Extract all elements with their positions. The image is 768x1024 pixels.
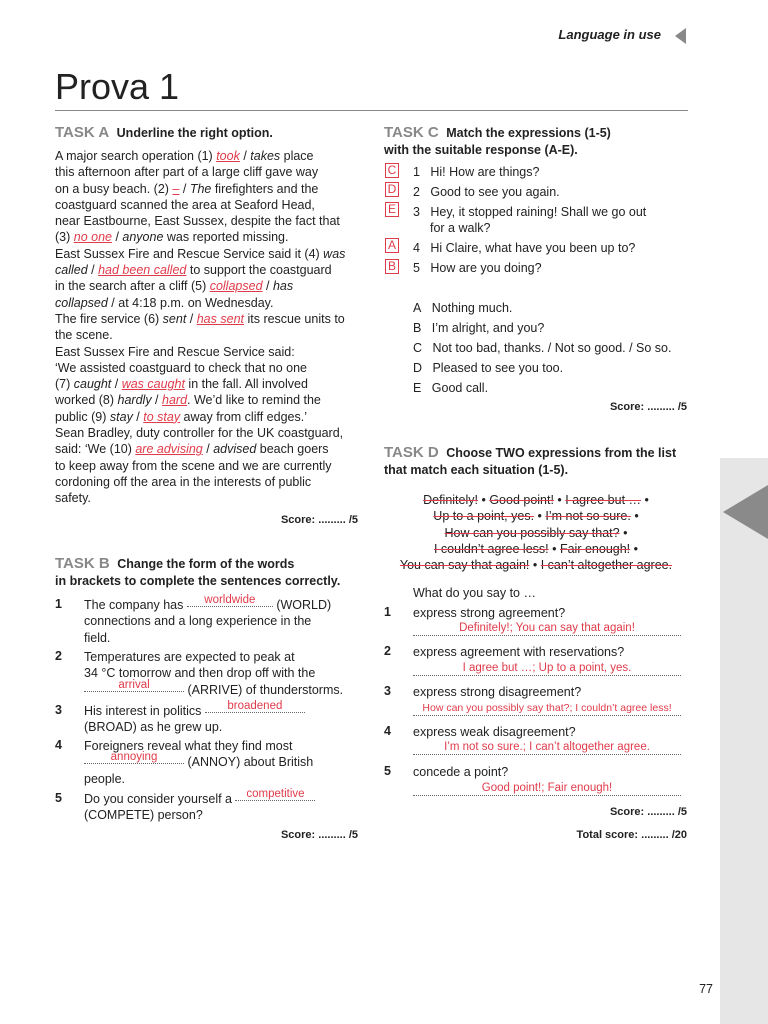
expression-item: Up to a point, yes. [433,509,535,524]
page-number: 77 [699,982,713,996]
passage-text: (7) [55,377,74,392]
expression-item: Definitely! [423,493,478,507]
passage-text: / [262,279,273,294]
task-c-instruction-2: with the suitable response (A-E). [384,143,578,157]
passage-text: / [87,263,99,278]
passage-text: / [202,442,214,457]
task-b-item-3 [84,700,305,736]
answer-blank[interactable]: annoying [84,751,184,764]
side-triangle-icon [723,485,768,539]
option[interactable]: sent [162,311,187,326]
task-c-item [413,164,539,180]
item-text: (ANNOY) about British [184,755,314,770]
item-text: (ARRIVE) of thunderstorms. [184,682,344,697]
response-text: Pleased to see you too. [432,361,564,375]
task-a-score: Score: ......... /5 [280,514,358,526]
match-box[interactable]: B [385,259,399,274]
task-b-number: 2 [55,649,62,663]
match-box[interactable]: E [385,202,399,217]
side-panel [720,458,768,1024]
bullet-separator: • [619,525,628,540]
passage-line [55,148,370,164]
expression-row [384,541,688,557]
passage-line [55,311,370,327]
item-text: for a walk? [430,221,491,236]
answer-line[interactable]: Good point!; Fair enough! [413,782,681,796]
passage-text: public (9) [55,409,110,424]
response-letter: E [413,381,422,395]
option[interactable]: The [189,181,212,196]
task-d-instruction-2: that match each situation (1-5). [384,463,569,477]
title-divider [55,110,688,111]
answer-line[interactable]: I agree but …; Up to a point, yes. [413,662,681,676]
passage-text: worked (8) [55,393,118,408]
passage-text: The fire service (6) [55,311,163,326]
task-d-number: 2 [384,644,391,658]
selected-option[interactable]: was caught [121,377,185,392]
task-c-heading [384,124,611,159]
task-d-number: 1 [384,605,391,619]
task-c-response [413,380,488,396]
option[interactable]: takes [250,149,281,163]
passage-line [55,197,370,213]
passage-line [55,327,370,343]
passage-text: East Sussex Fire and Rescue Service said it (4) [55,246,324,261]
selected-option[interactable]: – [172,181,180,196]
item-text: connections and a long experience in the [84,614,312,629]
selected-option[interactable]: are advising [135,442,203,457]
task-d-question: concede a point? [413,765,509,779]
expression-item: I can’t altogether agree. [540,558,673,573]
item-text: (COMPETE) person? [84,808,203,823]
passage-text: coastguard scanned the area at Seaford Head, [55,197,315,212]
passage-text: A major search operation (1) [55,149,217,163]
task-c-score: Score: ......... /5 [609,401,687,413]
option[interactable]: called [55,263,88,278]
response-text: Not too bad, thanks. / Not so good. / So so. [432,341,672,355]
expression-row [384,557,688,573]
passage-text: (3) [55,230,74,245]
passage-line [55,490,370,506]
total-score: Total score: ......... /20 [576,829,687,841]
bullet-separator: • [641,493,649,507]
selected-option[interactable]: took [216,149,240,163]
item-text: 34 °C tomorrow and then drop off with the [84,666,316,681]
item-number: 4 [413,241,420,255]
response-text: Good call. [431,381,489,395]
answer-line[interactable]: Definitely!; You can say that again! [413,622,681,636]
task-c-response [413,360,563,376]
match-box[interactable]: A [385,238,399,253]
item-number: 1 [413,165,420,179]
task-d-prompt: What do you say to … [413,586,536,600]
match-box[interactable]: C [385,163,399,178]
task-d-instruction-1: Choose TWO expressions from the list [446,446,677,460]
task-a-heading [55,124,273,142]
passage-text: beach goers [256,442,329,457]
passage-line [55,295,370,311]
response-letter: B [413,321,422,335]
answer-line[interactable]: I’m not so sure.; I can’t altogether agree. [413,741,681,755]
option[interactable]: collapsed [55,295,108,310]
passage-line [55,458,370,474]
item-text: (BROAD) as he grew up. [84,720,223,735]
item-text: Good to see you again. [430,185,560,199]
selected-option[interactable]: to stay [143,409,181,424]
task-d-question: express agreement with reservations? [413,645,625,659]
item-text: people. [84,771,126,786]
passage-line [55,360,370,376]
passage-line [55,278,370,294]
task-d-score: Score: ......... /5 [609,806,687,818]
passage-text: Sean Bradley, duty controller for the UK coastguard, [55,426,344,441]
passage-text: in the search after a cliff (5) [55,279,210,294]
selected-option[interactable]: collapsed [209,279,263,294]
task-c-item [413,184,560,200]
task-c-response [413,340,672,356]
item-number: 5 [413,261,420,275]
item-text: Do you consider yourself a [84,792,236,806]
passage-text: / [111,377,122,392]
passage-text: / at 4:18 p.m. on Wednesday. [107,295,274,310]
answer-blank[interactable]: broadened [205,700,305,713]
expression-item: Fair enough! [559,541,631,556]
item-text: Hi Claire, what have you been up to? [430,241,636,255]
passage-text: / [239,149,251,163]
item-text: The company has [84,598,187,612]
response-letter: A [413,301,422,315]
passage-text: this afternoon after part of a large cliff gave way [55,165,319,180]
bullet-separator: • [553,493,566,507]
match-box[interactable]: D [385,182,399,197]
task-a-instruction: Underline the right option. [116,126,273,140]
passage-line [55,392,370,408]
task-c-response [413,320,544,336]
expression-item: Good point! [489,493,554,507]
answer-blank[interactable]: arrival [84,679,184,692]
passage-line [55,213,370,229]
task-b-score: Score: ......... /5 [280,829,358,841]
passage-text: to support the coastguard [186,263,332,278]
task-b-number: 5 [55,791,62,805]
task-b-label: TASK B [55,555,110,572]
option[interactable]: stay [109,409,133,424]
task-c-item [413,240,635,256]
expression-row [384,525,688,541]
passage-text: . We’d like to remind the [187,393,321,408]
item-number: 3 [413,205,420,219]
passage-text: / [132,409,144,424]
selected-option[interactable]: no one [73,230,112,245]
passage-text: away from cliff edges.’ [180,409,307,424]
passage-text: cordoning off the area in the interests of public [55,474,312,489]
item-number: 2 [413,185,420,199]
option[interactable]: advised [213,442,257,457]
passage-line [55,246,370,262]
expression-list [384,492,688,573]
page-title: Prova 1 [55,66,180,107]
task-d-number: 3 [384,684,391,698]
response-letter: D [413,361,423,375]
passage-line [55,409,370,425]
task-d-label: TASK D [384,444,439,461]
bullet-separator: • [548,541,560,556]
option[interactable]: anyone [122,230,164,245]
task-b-item-2 [84,649,343,698]
item-text: Foreigners reveal what they find most [84,739,293,753]
task-b-heading [55,555,340,590]
task-d-number: 4 [384,724,391,738]
item-text: field. [84,630,111,645]
expression-item: I couldn’t agree less! [433,541,549,556]
passage-text: firefighters and the [211,181,319,196]
passage-text: safety. [55,491,91,506]
bullet-separator: • [477,493,490,507]
section-arrow-icon [675,28,686,44]
passage-line [55,262,370,278]
item-text: How are you doing? [430,261,542,275]
passage-line [55,344,370,360]
passage-text: / [111,230,123,245]
option[interactable]: caught [73,377,112,392]
task-b-number: 3 [55,703,62,717]
bullet-separator: • [630,509,639,524]
answer-line[interactable]: How can you possibly say that?; I couldn’t agree less! [413,702,681,716]
task-c-label: TASK C [384,124,439,141]
item-text: Hi! How are things? [430,165,540,179]
bullet-separator: • [529,558,541,573]
passage-line [55,229,370,245]
task-a-passage [55,148,370,507]
item-text: (WORLD) [272,598,332,612]
passage-text: to keep away from the scene and we are currently [55,458,332,473]
task-a-label: TASK A [55,124,110,141]
passage-text: ‘We assisted coastguard to check that no one [55,360,308,375]
task-b-item-5 [84,788,315,824]
section-title: Language in use [558,27,661,42]
task-b-number: 4 [55,738,62,752]
task-b-instruction-1: Change the form of the words [117,557,295,571]
task-d-question: express weak disagreement? [413,725,576,739]
expression-row [384,492,688,508]
task-b-number: 1 [55,597,62,611]
expression-item: I’m not so sure. [545,509,631,524]
passage-text: / [151,393,162,408]
passage-text: said: ‘We (10) [55,442,136,457]
task-c-instruction-1: Match the expressions (1-5) [446,126,611,140]
item-text: Temperatures are expected to peak at [84,650,295,664]
passage-line [55,474,370,490]
bullet-separator: • [534,509,546,524]
item-text: Hey, it stopped raining! Shall we go out [430,205,647,219]
passage-text: near Eastbourne, East Sussex, despite the fact that [55,214,340,229]
expression-row [384,508,688,524]
task-d-number: 5 [384,764,391,778]
passage-text: place [280,149,314,163]
task-b-instruction-2: in brackets to complete the sentences correctly. [55,574,341,588]
passage-text: on a busy beach. (2) [55,181,173,196]
expression-item: How can you possibly say that? [444,525,620,540]
answer-blank[interactable]: worldwide [187,594,273,607]
item-text: His interest in politics [84,704,205,718]
option[interactable]: was [323,246,346,261]
passage-text: / [186,311,197,326]
bullet-separator: • [630,541,639,556]
task-b-item-1 [84,594,332,646]
passage-line [55,376,370,392]
passage-line [55,181,370,197]
passage-line [55,425,370,441]
option[interactable]: has [272,279,294,294]
task-c-response [413,300,512,316]
task-d-question: express strong agreement? [413,606,566,620]
passage-text: the scene. [55,328,113,343]
passage-text: East Sussex Fire and Rescue Service said: [55,344,295,359]
task-c-item [413,204,646,237]
answer-blank[interactable]: competitive [235,788,315,801]
task-c-item [413,260,542,276]
task-d-heading [384,444,676,479]
passage-text: was reported missing. [163,230,289,245]
passage-text: its rescue units to [244,311,345,326]
passage-text: / [179,181,190,196]
response-text: Nothing much. [431,301,513,315]
expression-item: I agree but … [565,493,642,507]
passage-line [55,164,370,180]
expression-item: You can say that again! [399,558,530,573]
task-b-item-4 [84,738,313,787]
response-letter: C [413,341,423,355]
selected-option[interactable]: has sent [196,311,244,326]
passage-text: in the fall. All involved [184,377,308,392]
passage-line [55,441,370,457]
response-text: I’m alright, and you? [431,321,545,335]
selected-option[interactable]: had been called [98,263,187,278]
option[interactable]: hardly [117,393,152,408]
selected-option[interactable]: hard [162,393,188,408]
task-d-question: express strong disagreement? [413,685,582,699]
